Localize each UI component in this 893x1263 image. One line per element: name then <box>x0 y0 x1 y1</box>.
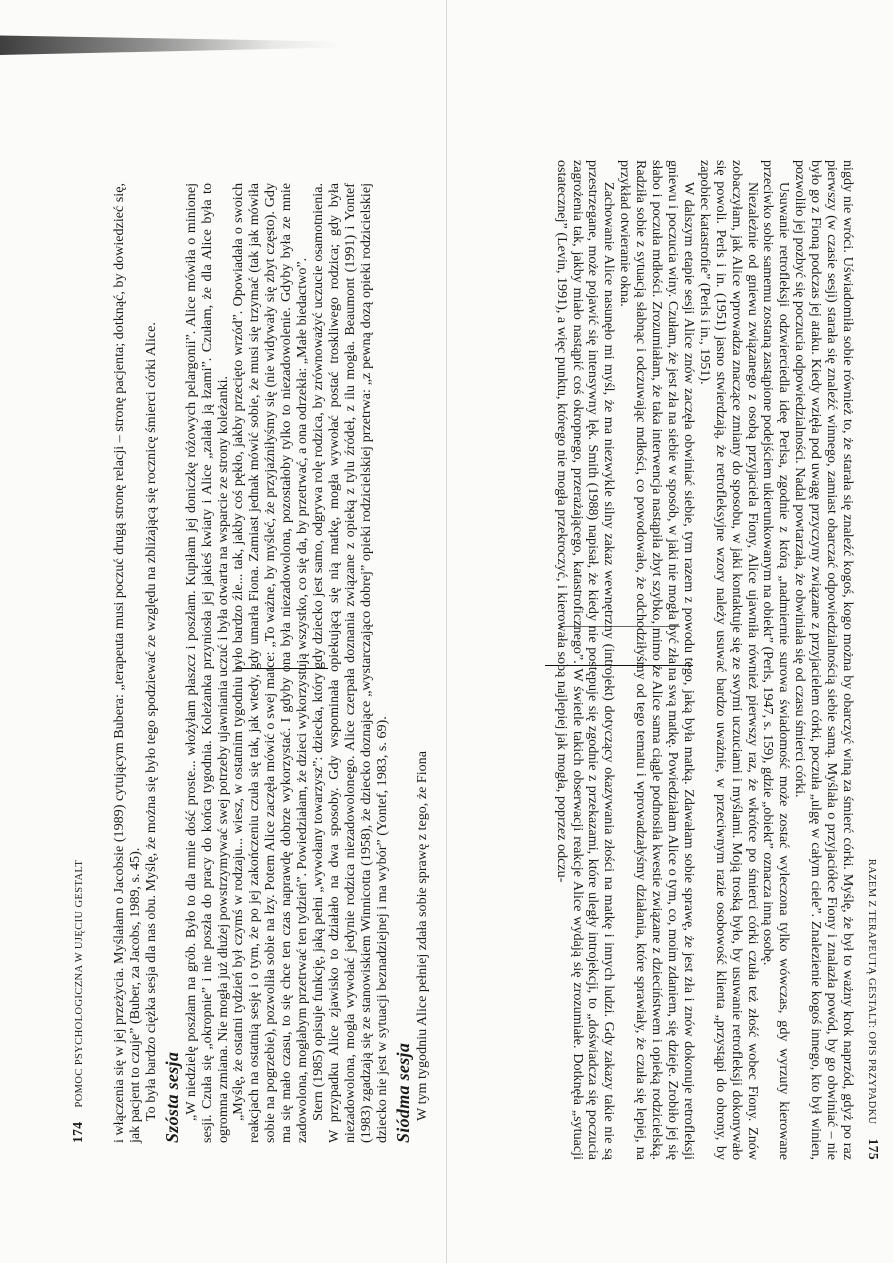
left-page-content <box>70 183 430 1143</box>
page-number: 175 <box>866 1138 881 1160</box>
paragraph: W tym tygodniu Alice pełniej zdała sobie sprawę z tego, że Fiona <box>413 751 430 1121</box>
paragraph: Niezależnie od gniewu związanego z osobą przyjaciela Fiony, Alice ujawniła również pierwszy raz, że wkrótce po śmierci córki czuła też złość wobec Fiony. Znów zobaczyłam, jak Alice wprowadza znaczące zmiany do sposobu, w jaki kontaktuje się ze swymi uczuciami i myślami. Moją troską było, by usuwanie retrofleksji dokonywało się powoli. Perls i in. (1951) jasno stwierdzają, że retrofleksyjne wzory należy usuwać bardzo uważnie, w przeciwnym razie osobowość klienta „przystąpi do obrony, by zapobiec katastrofie” (Perls i in., 1951). <box>696 160 761 1160</box>
paragraph: „W niedzielę poszłam na grób. Było to dla mnie dość proste... włożyłam płaszcz i poszłam. Kupiłam jej doniczkę różowych pelargonii”. Alice mówiła o minionej sesji. Czuła się „okropnie” i nie poszła do pracy do końca tygodnia. Koleżanka przyniosła jej jakieś kwiaty i Alice „zalała ją łzami”. Czułam, że dla Alice była to ogromna zmiana. Nie mogła już dłużej powstrzymywać swej potrzeby ujawniania uczuć i była otwarta na wsparcie ze strony koleżanki. <box>182 183 231 1143</box>
paragraph: To była bardzo ciężka sesja dla nas obu. Myślę, że można się było tego spodziewać ze względu na zbliżającą się rocznicę śmierci córki Alice. <box>142 322 159 1121</box>
left-page-body <box>112 183 430 1143</box>
running-title: POMOC PSYCHOLOGICZNA W UJĘCIU GESTALT <box>74 859 85 1108</box>
running-title: RAZEM Z TERAPEUTĄ GESTALT: OPIS PRZYPADKU <box>866 858 877 1125</box>
right-page-body <box>553 160 855 1160</box>
section-heading: Szósta sesja <box>161 1051 182 1143</box>
right-running-head <box>865 160 881 1160</box>
paragraph: Zachowanie Alice nasunęło mi myśl, że ma niezwykle silny zakaz wewnętrzny (introjekt) dotyczący okazywania złości na matkę i innych ludzi. Gdy zakazy takie nie są przestrzegane, może pojawić się intensywny lęk. Smith (1988) napisał, że kiedy nie postępuje się zgodnie z przekazami, które uległy introjekcji, to „doświadcza się poczucia zagrożenia tak, jakby miało nastąpić coś okropnego, przerażającego, katastroficznego”. W świetle takich obserwacji reakcje Alice wydają się zrozumiałe. Dotknęła „sytuacji ostatecznej” (Levin, 1991), a więc punktu, którego nie mogła przekroczyć, i kierowała sobą najlepiej jak mogła, poprzez odczu- <box>553 160 618 1160</box>
paragraph: „Myślę, że ostatni tydzień był czymś w rodzaju... wiesz, w ostatnim tygodniu było bardzo źle... tak, jakby coś pękło, jakby przecięto wrzód”. Opowiadała o swoich reakcjach na ostatnią sesję i o tym, że po jej zakończeniu czuła się tak, jak wtedy, gdy umarła Fiona. Zamiast jednak mówić sobie, że musi się trzymać (tak jak mówiła sobie na pogrzebie), pozwoliła sobie na łzy. Potem Alice zaczęła mówić o swej matce: „To ważne, by myśleć, że przyjaźniłyśmy się (nie widywały się zbyt często). Gdy ma się mało czasu, to się chce ten czas naprawdę dobrze wykorzystać. I gdyby ona była niezadowolona, pozostałoby tylko to niezadowolenie. Gdyby była ze mnie zadowolona, mogłabym przetrwać ten tydzień”. Powiedziałam, że dzieci wykorzystują wszystko, co się da, by przetrwać, a ona odrzekła: „Małe biedactwo”. <box>230 183 311 1143</box>
paragraph: Usuwanie retrofleksji odzwierciedla ideę Perlsa, zgodnie z którą „nadmiernie surowa świadomość może zostać wyleczona tylko wówczas, gdy wyrzuty kierowane przeciwko sobie samemu zostaną zastąpione podejściem ukierunkowanym na obiekt” (Perls, 1947, s. 159), gdzie „obiekt” oznacza inną osobę. <box>760 160 793 1160</box>
left-running-head <box>70 183 86 1143</box>
paragraph: i włączenia się w jej przeżycia. Myślałam o Jacobsie (1989) cytującym Bubera: „terapeuta musi poczuć drugą stronę relacji – stronę pacjenta; dotknąć, by dowiedzieć się, jak pacjent to czuje” (Buber, za Jacobs, 1989, s. 45). <box>111 183 143 1143</box>
right-page <box>447 0 893 1263</box>
section-heading: Siódma sesja <box>392 1042 413 1143</box>
left-page <box>0 0 446 1263</box>
page-number: 174 <box>70 1121 85 1143</box>
paragraph: nigdy nie wróci. Uświadomiła sobie również to, że starała się znaleźć kogoś, kogo można by obarczyć winą za śmierć córki. Myślę, że był to ważny krok naprzód, gdyż po raz pierwszy (w czasie sesji) starała się znaleźć winnego, zamiast obarczać odpowiedzialnością siebie samą. Myślała o przyjaciółce Fiony i znalazła powód, by go obwiniać – nie było go z Fioną podczas jej ataku. Kiedy wzięła pod uwagę przyczyny związane z przyjacielem córki, poczuła „ulgę w całym ciele”. Znalezienie kogoś innego, kto był winien, pozwoliło jej pozbyć się poczucia odpowiedzialności. Nadal powtarzała, że obwiniała się od czasu śmierci córki. <box>792 160 856 1160</box>
right-page-content <box>553 160 881 1160</box>
paragraph: W dalszym etapie sesji Alice znów zaczęła obwiniać siebie, tym razem z powodu tego, jaką była matką. Zdawałam sobie sprawę, że jest zła i znów dokonuje retrofleksji gniewu i poczucia winy. Czułam, że jest zła na siebie w sposób, w jaki nie mogła być zła na swą matkę. Powiedziałam Alice o tym, co, moim zdaniem, się dzieje. Zrobiło jej się słabo i poczuła mdłości. Zrozumiałam, że taka interwencja nastąpiła zbyt szybko, mimo że Alice sama ciągle podnosiła kwestie związane z dzieciństwem i opieką rodzicielską. Radziła sobie z sytuacją słabnąc i odczuwając mdłości, co powodowało, że odchodziłyśmy od tego tematu i wprowadzałyśmy działania, które sprawiały, że czuła się lepiej, na przykład otwieranie okna. <box>617 160 697 1160</box>
paragraph: Stern (1985) opisuje funkcję, jaką pełni „wywołany towarzysz”: dziecka, który gdy dziecko jest samo, odgrywa rolę rodzica, by zrównoważyć uczucie osamotnienia. W przypadku Alice zjawisko to działało na dwa sposoby. Gdy wspominała opiekującą się nią matkę, mogła wywołać postać troskliwego rodzica; gdy była niezadowolona, mogła wywołać jedynie rodzica niezadowolonego. Alice czerpała doznania związane z opieką z tylu źródeł, z ilu mogła. Beaumont (1991) i Yontef (1983) zgadzają się ze stanowiskiem Winnicotta (1958), że dziecko doznające „wystarczająco dobrej” opieki rodzicielskiej przetrwa: „z pewną dozą opieki rodzicielskiej dziecko nie jest w sytuacji beznadziejnej i ma wybór” (Yontef, 1983, s. 69). <box>309 183 390 1143</box>
